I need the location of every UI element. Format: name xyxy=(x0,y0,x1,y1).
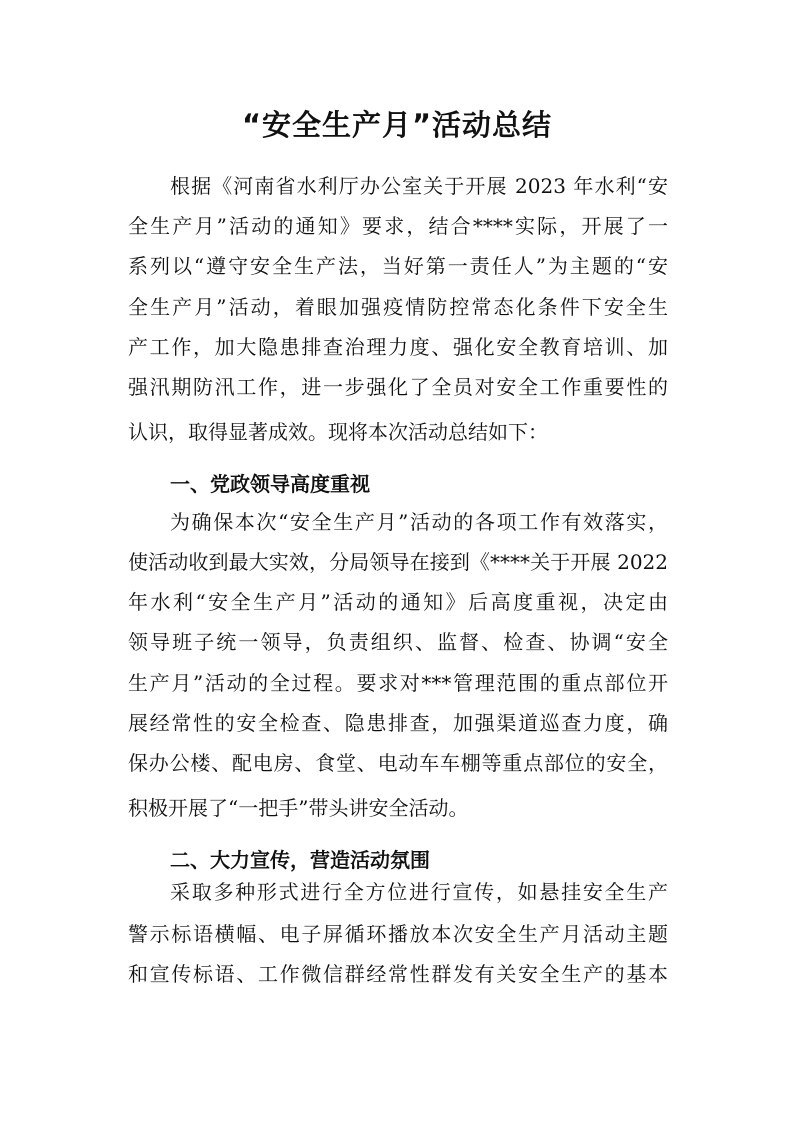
section1-line: 展经常性的安全检查、隐患排查，加强渠道巡查力度，确 xyxy=(128,711,668,735)
intro-line: 根据《河南省水利厅办公室关于开展 2023 年水利“安 xyxy=(170,174,668,198)
section2-line: 警示标语横幅、电子屏循环播放本次安全生产月活动主题 xyxy=(128,922,668,946)
intro-line: 产工作，加大隐患排查治理力度、强化安全教育培训、加 xyxy=(128,335,668,359)
section1-line: 积极开展了“一把手”带头讲安全活动。 xyxy=(128,796,469,820)
section2-line: 和宣传标语、工作微信群经常性群发有关安全生产的基本 xyxy=(128,962,668,986)
section-heading-1: 一、党政领导高度重视 xyxy=(170,472,370,496)
intro-line: 全生产月”活动，着眼加强疫情防控常态化条件下安全生 xyxy=(128,295,668,319)
intro-line: 全生产月”活动的通知》要求，结合****实际，开展了一 xyxy=(128,214,668,238)
intro-line: 强汛期防汛工作，进一步强化了全员对安全工作重要性的 xyxy=(128,375,668,399)
section1-line: 年水利“安全生产月”活动的通知》后高度重视，决定由 xyxy=(128,590,668,614)
section1-line: 领导班子统一领导，负责组织、监督、检查、协调“安全 xyxy=(128,630,668,654)
section1-line: 保办公楼、配电房、食堂、电动车车棚等重点部位的安全， xyxy=(128,751,668,775)
section-heading-2: 二、大力宣传，营造活动氛围 xyxy=(170,848,430,872)
section2-line: 采取多种形式进行全方位进行宣传，如悬挂安全生产 xyxy=(170,880,668,904)
document-title: “安全生产月”活动总结 xyxy=(241,108,553,142)
section1-line: 为确保本次“安全生产月”活动的各项工作有效落实， xyxy=(170,510,668,534)
section1-line: 生产月”活动的全过程。要求对***管理范围的重点部位开 xyxy=(128,671,668,695)
intro-line: 系列以“遵守安全生产法，当好第一责任人”为主题的“安 xyxy=(128,254,668,278)
intro-line: 认识，取得显著成效。现将本次活动总结如下： xyxy=(128,420,548,444)
section1-line: 使活动收到最大实效，分局领导在接到《****关于开展 2022 xyxy=(128,550,668,574)
